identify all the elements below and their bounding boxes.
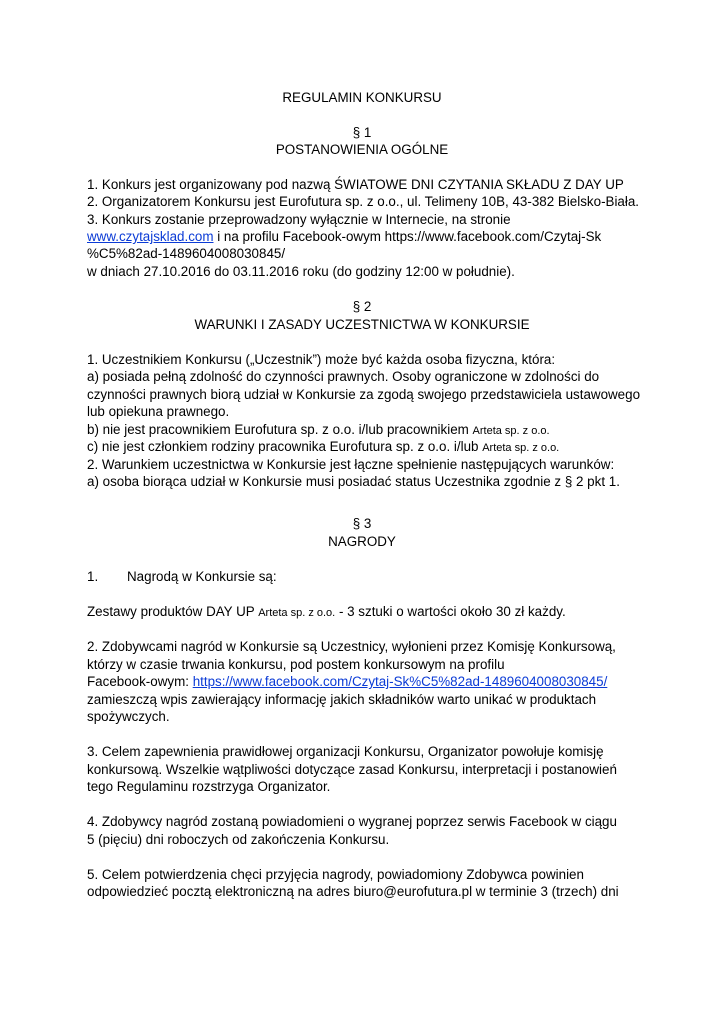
s3-p2-line-2: którzy w czasie trwania konkursu, pod postem konkursowym na profilu	[87, 657, 505, 672]
section-3-title: NAGRODY	[328, 534, 396, 549]
s1-paragraph-3-line-4: w dniach 27.10.2016 do 03.11.2016 roku (do godziny 12:00 w południe).	[87, 264, 515, 279]
section-1-number: § 1	[352, 125, 372, 140]
s3-p2-line-4: zamieszczą wpis zawierający informację jakich składników warto unikać w produktach	[87, 692, 597, 707]
s3-item-1-number: 1.	[87, 569, 99, 584]
prize-text: Zestawy produktów DAY UP	[87, 604, 259, 619]
arteta-company-name: Arteta sp. z o.o.	[482, 442, 560, 454]
section-3-number: § 3	[352, 516, 372, 531]
section-1-title: POSTANOWIENIA OGÓLNE	[275, 142, 449, 157]
s3-item-1-text: Nagrodą w Konkursie są:	[127, 569, 277, 584]
section-2-number: § 2	[352, 299, 372, 314]
s2-line-7: 2. Warunkiem uczestnictwa w Konkursie jest łączne spełnienie następujących warunków:	[87, 457, 615, 472]
s3-p4-line-2: 5 (pięciu) dni roboczych od zakończenia Konkursu.	[87, 832, 390, 847]
prize-quantity: - 3 sztuki o wartości około 30 zł każdy.	[335, 604, 566, 619]
s3-p2-line-5: spożywczych.	[87, 709, 170, 724]
s3-p4-line-1: 4. Zdobywcy nagród zostaną powiadomieni o wygranej poprzez serwis Facebook w ciągu	[87, 814, 617, 829]
facebook-profile-link[interactable]: https://www.facebook.com/Czytaj-Sk%C5%82ad-1489604008030845/	[192, 674, 608, 689]
section-2-title: WARUNKI I ZASADY UCZESTNICTWA W KONKURSIE	[194, 317, 530, 332]
s3-p3-line-2: konkursową. Wszelkie wątpliwości dotyczące zasad Konkursu, interpretacji i postanowień	[87, 762, 617, 777]
arteta-company-name: Arteta sp. z o.o.	[472, 425, 550, 437]
facebook-profile-text: i na profilu Facebook-owym https://www.facebook.com/Czytaj-Sk	[213, 229, 602, 244]
s1-paragraph-3: 3. Konkurs zostanie przeprowadzony wyłącznie w Internecie, na stronie	[87, 212, 511, 227]
s3-p2-line-1: 2. Zdobywcami nagród w Konkursie są Uczestnicy, wyłonieni przez Komisję Konkursową,	[87, 639, 616, 654]
s2-line-6-text: c) nie jest członkiem rodziny pracownika Eurofutura sp. z o.o. i/lub	[87, 439, 483, 454]
s3-item-1	[87, 568, 277, 585]
s1-paragraph-3-line-3: %C5%82ad-1489604008030845/	[87, 246, 286, 261]
s2-line-2: a) posiada pełną zdolność do czynności prawnych. Osoby ograniczone w zdolności do	[87, 369, 600, 384]
s3-p5-line-1: 5. Celem potwierdzenia chęci przyjęcia nagrody, powiadomiony Zdobywca powinien	[87, 867, 584, 882]
s2-line-5-text: b) nie jest pracownikiem Eurofutura sp. z o.o. i/lub pracownikiem	[87, 422, 473, 437]
s3-p5-line-2: odpowiedzieć pocztą elektroniczną na adres biuro@eurofutura.pl w terminie 3 (trzech) dni	[87, 884, 619, 899]
s1-paragraph-3-line-2	[87, 228, 601, 245]
s2-line-8: a) osoba biorąca udział w Konkursie musi posiadać status Uczestnika zgodnie z § 2 pkt 1.	[87, 474, 620, 489]
czytajsklad-link[interactable]: www.czytajsklad.com	[87, 229, 214, 244]
document-title: REGULAMIN KONKURSU	[282, 90, 442, 105]
facebook-label: Facebook-owym:	[87, 674, 193, 689]
s3-p3-line-3: tego Regulaminu rozstrzyga Organizator.	[87, 779, 331, 794]
arteta-company-name: Arteta sp. z o.o.	[258, 607, 336, 619]
prize-description	[87, 603, 566, 622]
s2-line-3: czynności prawnych biorą udział w Konkursie za zgodą swojego przedstawiciela ustawowego	[87, 387, 641, 402]
s3-p2-line-3	[87, 673, 607, 690]
s2-line-4: lub opiekuna prawnego.	[87, 404, 230, 419]
s2-line-1: 1. Uczestnikiem Konkursu („Uczestnik”) może być każda osoba fizyczna, która:	[87, 352, 556, 367]
s3-p3-line-1: 3. Celem zapewnienia prawidłowej organizacji Konkursu, Organizator powołuje komisję	[87, 744, 604, 759]
s1-paragraph-1: 1. Konkurs jest organizowany pod nazwą ŚWIATOWE DNI CZYTANIA SKŁADU Z DAY UP	[87, 177, 624, 192]
s1-paragraph-2: 2. Organizatorem Konkursu jest Eurofutura sp. z o.o., ul. Telimeny 10B, 43-382 Bielsko-Biała.	[87, 194, 640, 209]
s2-line-6	[87, 438, 559, 457]
